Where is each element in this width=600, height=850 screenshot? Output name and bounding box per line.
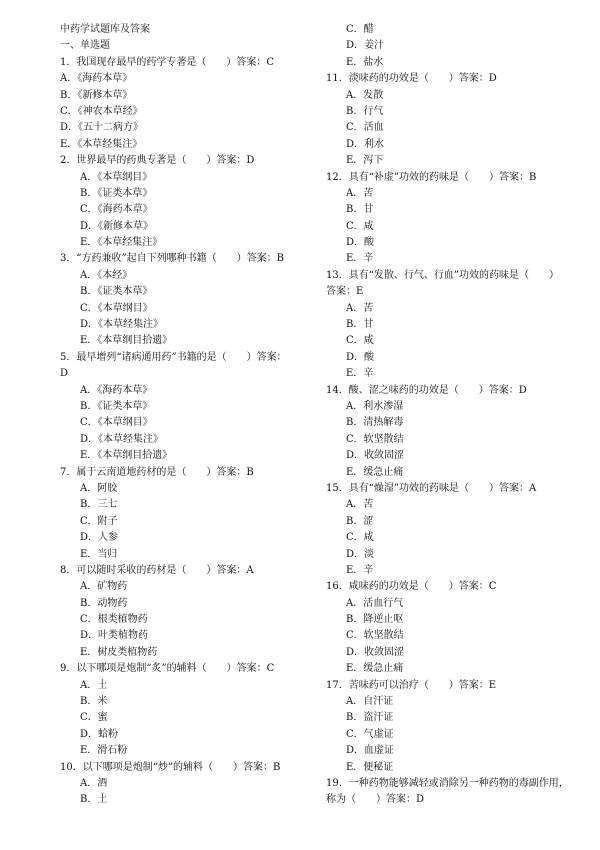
answer-option: B．清热解毒	[346, 417, 404, 429]
question-block	[326, 481, 566, 579]
answer-option: C．《本草纲目》	[80, 417, 153, 429]
answer-option: D．酸	[346, 237, 375, 249]
answer-option: A．利水渗湿	[346, 400, 404, 412]
answer-option: A．苦	[346, 499, 374, 511]
answer-option: D．《新修本草》	[80, 220, 154, 232]
answer-option: D．蛤粉	[80, 728, 119, 740]
answer-option: A．阿胶	[80, 482, 118, 494]
answer-option: C．醋	[346, 24, 374, 35]
answer-option: B．行气	[346, 105, 384, 117]
answer-option: E．滑石粉	[80, 745, 128, 757]
answer-option: C．《神农本草经》	[60, 105, 143, 117]
question-block	[326, 383, 566, 481]
answer-option: B．三七	[80, 499, 118, 511]
answer-option: D．人参	[80, 532, 119, 544]
answer-option: C．《海药本草》	[80, 204, 153, 216]
answer-option: D．《本草经集注》	[80, 433, 164, 445]
question-block	[60, 760, 316, 809]
answer-option: C．咸	[346, 335, 374, 347]
question-text: 11．淡味药的功效是（ ）答案：D	[326, 73, 497, 85]
answer-option: A．土	[80, 679, 108, 691]
answer-option: E．缓急止痛	[346, 466, 404, 478]
answer-option: A．《海药本草》	[80, 384, 153, 396]
question-text: 12．具有“补虚”功效的药味是（ ）答案：B	[326, 171, 537, 183]
question-text: 10．以下哪项是炮制“炒”的辅料（ ）答案：B	[60, 761, 281, 773]
answer-option: B．甘	[346, 204, 374, 216]
answer-option: B．《证类本草》	[80, 400, 153, 412]
answer-option: D．利水	[346, 138, 385, 150]
question-block	[326, 776, 569, 809]
section-heading: 一、单选题	[60, 40, 110, 52]
answer-option: C．软坚散结	[346, 433, 404, 445]
answer-option: C．咸	[346, 532, 374, 544]
question-text: 3．“方药兼收”起自下列哪种书籍（ ）答案：B	[60, 253, 284, 265]
answer-option: C．蜜	[80, 712, 108, 724]
answer-option: A．《海药本草》	[60, 73, 133, 85]
answer-option: B．土	[80, 794, 108, 806]
answer-option: D．《五十二病方》	[60, 122, 144, 134]
answer-option: D．收敛固涩	[346, 450, 405, 462]
answer-option: A．苦	[346, 302, 374, 314]
question-text: 7．属于云南道地药材的是（ ）答案：B	[60, 466, 254, 478]
answer-option: A．发散	[346, 89, 384, 101]
right-column	[326, 22, 569, 809]
answer-option: A．矿物药	[80, 581, 128, 593]
answer-option: E．树皮类植物药	[80, 646, 158, 658]
answer-option: A．《本草纲目》	[80, 171, 153, 183]
answer-option: C．咸	[346, 220, 374, 232]
answer-option: D．淡	[346, 548, 375, 560]
question-block	[60, 465, 316, 563]
answer-option: E．缓急止痛	[346, 663, 404, 675]
answer-option: D．收敛固涩	[346, 646, 405, 658]
question-block	[60, 563, 316, 661]
answer-option: B．甘	[346, 319, 374, 331]
answer-option: B．米	[80, 696, 108, 708]
answer-option: D．姜汁	[346, 40, 385, 52]
answer-option: C．《本草纲目》	[80, 302, 153, 314]
answer-option: A．《本经》	[80, 269, 133, 281]
question-text-continued: 称为（ ）答案：D	[326, 794, 425, 806]
answer-option: A．活血行气	[346, 597, 404, 609]
answer-option: B．降逆止呕	[346, 614, 404, 626]
answer-option: E．《本草经集注》	[60, 138, 143, 150]
answer-option: B．动物药	[80, 597, 128, 609]
question-block	[60, 661, 316, 759]
answer-option: C．气虚证	[346, 728, 394, 740]
question-text: 16．咸味药的功效是（ ）答案：C	[326, 581, 497, 593]
answer-option: C．根类植物药	[80, 614, 148, 626]
question-text-continued: 答案：E	[326, 286, 364, 298]
answer-option: C．附子	[80, 515, 118, 527]
answer-option: E．《本草经集注》	[80, 237, 163, 249]
document-title: 中药学试题库及答案	[60, 24, 150, 35]
question-text: 8．可以随时采收的药材是（ ）答案：A	[60, 564, 254, 576]
question-text: 1．我国现存最早的药学专著是（ ）答案：C	[60, 56, 275, 68]
answer-option: B．涩	[346, 515, 374, 527]
answer-option: E．当归	[80, 548, 118, 560]
question-block	[60, 153, 316, 251]
answer-option: D．《本草经集注》	[80, 319, 164, 331]
left-column	[60, 22, 316, 809]
answer-option: A．自汗证	[346, 696, 394, 708]
question-block	[60, 251, 316, 349]
question-text: 14．酸、涩之味药的功效是（ ）答案：D	[326, 384, 527, 396]
answer-option: E．辛	[346, 253, 374, 265]
question-text: 13．具有“发散、行气、行血”功效的药味是（ ）	[326, 269, 559, 281]
question-block	[326, 22, 566, 71]
answer-option: D．叶类植物药	[80, 630, 149, 642]
question-text-continued: D	[60, 368, 69, 380]
answer-option: D．酸	[346, 351, 375, 363]
question-block	[326, 170, 566, 268]
question-block	[60, 55, 316, 153]
answer-option: E．辛	[346, 368, 374, 380]
question-text: 9．以下哪项是炮制“炙”的辅料（ ）答案：C	[60, 663, 275, 675]
question-text: 15．具有“燥湿”功效的药味是（ ）答案：A	[326, 482, 537, 494]
answer-option: E．盐水	[346, 56, 384, 68]
answer-option: C．活血	[346, 122, 384, 134]
question-block	[326, 678, 566, 776]
answer-option: A．苦	[346, 187, 374, 199]
question-text: 2．世界最早的药典专著是（ ）答案：D	[60, 155, 255, 167]
answer-option: D．血虚证	[346, 745, 395, 757]
answer-option: E．泻下	[346, 155, 384, 167]
answer-option: E．《本草纲目拾遗》	[80, 335, 173, 347]
question-block	[326, 268, 566, 383]
question-text: 5．最早增列“诸病通用药”书籍的是（ ）答案：	[60, 351, 287, 363]
answer-option: B．盗汗证	[346, 712, 394, 724]
answer-option: C．软坚散结	[346, 630, 404, 642]
answer-option: B．《证类本草》	[80, 286, 153, 298]
answer-option: B．《新修本草》	[60, 89, 133, 101]
answer-option: B．《证类本草》	[80, 187, 153, 199]
question-block	[326, 579, 566, 677]
answer-option: E．辛	[346, 564, 374, 576]
answer-option: A．酒	[80, 777, 108, 789]
answer-option: E．便秘证	[346, 761, 394, 773]
question-text: 19．一种药物能够减轻或消除另一种药物的毒副作用，	[326, 777, 569, 789]
question-block	[60, 350, 316, 465]
answer-option: E．《本草纲目拾遗》	[80, 450, 173, 462]
question-block	[326, 71, 566, 169]
question-text: 17．苦味药可以治疗（ ）答案：E	[326, 679, 497, 691]
